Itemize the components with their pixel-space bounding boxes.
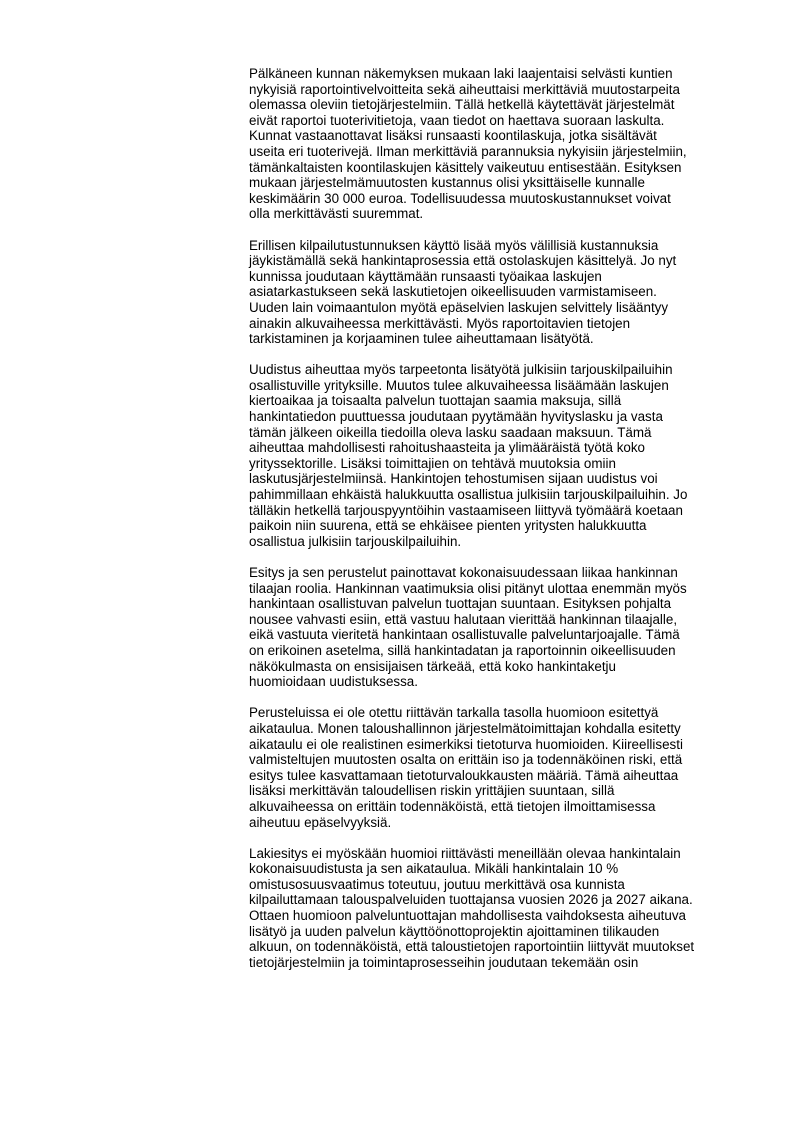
- paragraph: [249, 705, 779, 830]
- text-line: olla merkittävästi suuremmat.: [249, 206, 424, 222]
- text-line: näkökulmasta on ensisijaisen tärkeää, että koko hankintaketju: [249, 658, 616, 674]
- text-line: lisäksi merkittävän taloudellisen riskin yrittäjien suuntaan, sillä: [249, 783, 615, 799]
- text-line: eivät raportoi tuoterivitietoja, vaan tiedot on haettava suoraan laskulta.: [249, 112, 665, 128]
- text-line: ainakin alkuvaiheessa merkittävästi. Myös raportoitavien tietojen: [249, 315, 631, 331]
- text-line: mukaan järjestelmämuutosten kustannus olisi yksittäiselle kunnalle: [249, 175, 645, 191]
- text-line: Esitys ja sen perustelut painottavat kokonaisuudessaan liikaa hankinnan: [249, 565, 678, 580]
- text-line: valmisteltujen muutosten osalta on erittäin iso ja todennäköinen riski, että: [249, 752, 683, 768]
- text-line: useita eri tuoterivejä. Ilman merkittäviä parannuksia nykyisiin järjestelmiin,: [249, 143, 687, 159]
- text-line: alkuvaiheessa on erittäin todennäköistä, että tietojen ilmoittamisessa: [249, 798, 656, 814]
- text-line: Ottaen huomioon palveluntuottajan mahdollisesta vaihdoksesta aiheutuva: [249, 908, 686, 924]
- text-line: eikä vastuuta vieritetä hankintaan osallistuvalle palveluntarjoajalle. Tämä: [249, 627, 680, 643]
- text-line: aiheuttaa mahdollisesti rahoitushaasteita ja ylimääräistä työtä koko: [249, 440, 645, 456]
- text-line: Lakiesitys ei myöskään huomioi riittävästi meneillään olevaa hankintalain: [249, 845, 681, 861]
- text-line: kiertoaikaa ja toisaalta palvelun tuottajan saamia maksuja, sillä: [249, 393, 622, 409]
- text-line: esitys tulee kasvattamaan tietoturvaloukkausten määriä. Tämä aiheuttaa: [249, 767, 679, 783]
- text-line: Perusteluissa ei ole otettu riittävän tarkalla tasolla huomioon esitettyä: [249, 705, 659, 721]
- paragraph: [249, 565, 779, 690]
- paragraph: [249, 362, 779, 549]
- text-line: tietojärjestelmiin ja toimintaprosesseihin joudutaan tekemään osin: [249, 954, 639, 970]
- text-line: laskutusjärjestelmiinsä. Hankintojen tehostumisen sijaan uudistus voi: [249, 471, 658, 487]
- text-line: pahimmillaan ehkäistä halukkuutta osallistua julkisiin tarjouskilpailuihin. Jo: [249, 487, 688, 503]
- text-line: kilpailuttamaan talouspalveluiden tuottajansa vuosien 2026 ja 2027 aikana.: [249, 892, 693, 908]
- text-line: huomioidaan uudistuksessa.: [249, 674, 418, 690]
- text-line: aikataulu ei ole realistinen esimerkiksi tietoturva huomioiden. Kiireellisesti: [249, 736, 683, 752]
- text-line: Erillisen kilpailutustunnuksen käyttö lisää myös välillisiä kustannuksia: [249, 237, 659, 253]
- text-line: tilaajan roolia. Hankinnan vaatimuksia olisi pitänyt ulottaa enemmän myös: [249, 580, 687, 596]
- paragraph: [249, 238, 779, 347]
- text-line: asiatarkastukseen sekä laskutietojen oikeellisuuden varmistamiseen.: [249, 284, 657, 300]
- text-line: on erikoinen asetelma, sillä hankintadatan ja raportoinnin oikeellisuuden: [249, 642, 676, 658]
- text-line: alkuun, on todennäköistä, että taloustietojen raportointiin liittyvät muutokset: [249, 939, 695, 955]
- text-line: paikoin niin suurena, että se ehkäisee pienten yritysten halukkuutta: [249, 518, 647, 534]
- text-line: hankintatiedon puuttuessa joudutaan pyytämään hyvityslasku ja vasta: [249, 409, 663, 425]
- text-line: aikataulua. Monen taloushallinnon järjestelmätoimittajan kohdalla esitetty: [249, 720, 681, 736]
- text-line: yrityssektorille. Lisäksi toimittajien on tehtävä muutoksia omiin: [249, 455, 616, 471]
- text-line: nykyisiä raportointivelvoitteita sekä aiheuttaisi merkittäviä muutostarpeita: [249, 81, 680, 97]
- text-line: aiheutuu epäselvyyksiä.: [249, 814, 392, 830]
- text-line: lisätyö ja uuden palvelun käyttöönottoprojektin ajoittaminen tilikauden: [249, 923, 660, 939]
- text-line: jäykistämällä sekä hankintaprosessia että ostolaskujen käsittelyä. Jo nyt: [249, 253, 677, 269]
- paragraph: [249, 66, 779, 222]
- text-line: osallistua julkisiin tarjouskilpailuihin.: [249, 533, 462, 549]
- paragraph: [249, 846, 779, 971]
- text-line: kokonaisuudistusta ja sen aikataulua. Mikäli hankintalain 10 %: [249, 861, 619, 877]
- text-line: tarkistaminen ja korjaaminen tulee aiheuttamaan lisätyötä.: [249, 331, 594, 347]
- text-line: Uuden lain voimaantulon myötä epäselvien laskujen selvittely lisääntyy: [249, 299, 669, 315]
- text-line: tämänkaltaisten koontilaskujen käsittely vaikeutuu entisestään. Esityksen: [249, 159, 682, 175]
- text-line: hankintaan osallistuvan palvelun tuottajan suuntaan. Esityksen pohjalta: [249, 596, 672, 612]
- text-line: tämän jälkeen oikeilla tiedoilla oleva lasku saadaan maksuun. Tämä: [249, 424, 652, 440]
- text-line: kunnissa joudutaan käyttämään runsaasti työaikaa laskujen: [249, 268, 602, 284]
- text-line: Uudistus aiheuttaa myös tarpeetonta lisätyötä julkisiin tarjouskilpailuihin: [249, 362, 673, 378]
- text-line: tälläkin hetkellä tarjouspyyntöihin vastaamiseen liittyvä työmäärä koetaan: [249, 502, 683, 518]
- text-line: omistusosuusvaatimus toteutuu, joutuu merkittävä osa kunnista: [249, 876, 625, 892]
- text-line: nousee vahvasti esiin, että vastuu halutaan vierittää hankinnan tilaajalle,: [249, 611, 678, 627]
- text-line: olemassa oleviin tietojärjestelmiin. Tällä hetkellä käytettävät järjestelmät: [249, 97, 675, 113]
- text-line: Pälkäneen kunnan näkemyksen mukaan laki laajentaisi selvästi kuntien: [249, 66, 673, 81]
- text-line: osallistuville yrityksille. Muutos tulee alkuvaiheessa lisäämään laskujen: [249, 377, 669, 393]
- document-page: [249, 66, 779, 986]
- text-line: keskimäärin 30 000 euroa. Todellisuudessa muutoskustannukset voivat: [249, 190, 671, 206]
- text-line: Kunnat vastaanottavat lisäksi runsaasti koontilaskuja, jotka sisältävät: [249, 128, 657, 144]
